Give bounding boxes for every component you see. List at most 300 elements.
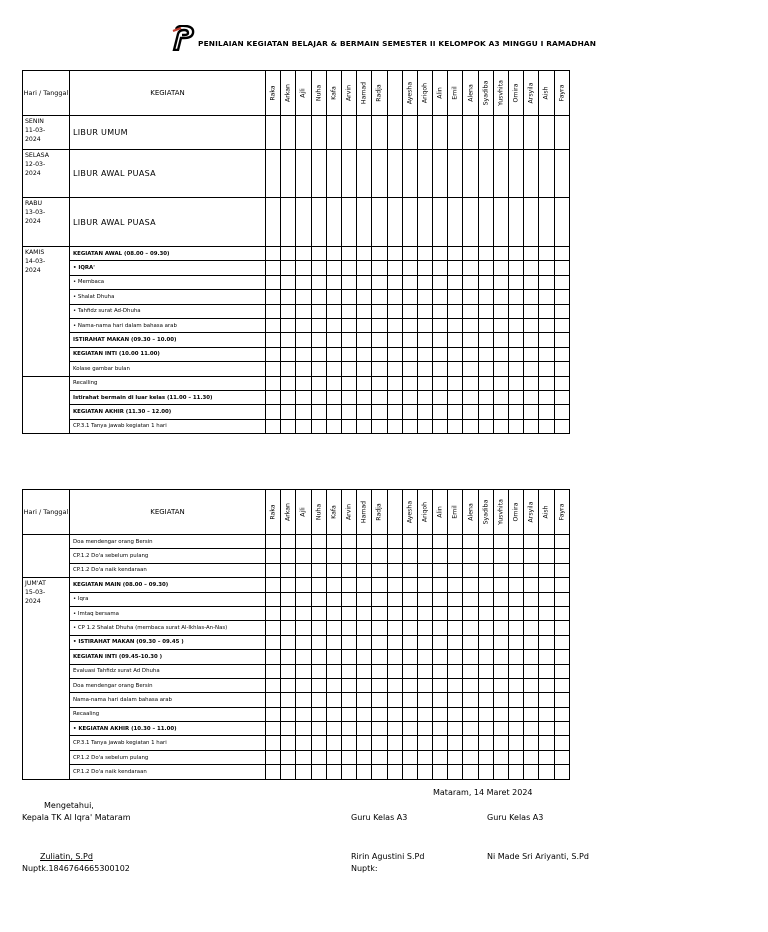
score-cell[interactable] [387, 198, 402, 247]
score-cell[interactable] [357, 664, 372, 678]
score-cell[interactable] [357, 116, 372, 150]
score-cell[interactable] [281, 592, 296, 606]
score-cell[interactable] [357, 736, 372, 750]
score-cell[interactable] [341, 275, 356, 289]
score-cell[interactable] [524, 290, 539, 304]
score-cell[interactable] [509, 678, 524, 692]
score-cell[interactable] [281, 765, 296, 779]
score-cell[interactable] [372, 707, 387, 721]
score-cell[interactable] [524, 664, 539, 678]
score-cell[interactable] [463, 678, 478, 692]
score-cell[interactable] [402, 261, 417, 275]
score-cell[interactable] [463, 405, 478, 419]
score-cell[interactable] [509, 247, 524, 261]
score-cell[interactable] [509, 664, 524, 678]
score-cell[interactable] [478, 419, 493, 433]
score-cell[interactable] [463, 347, 478, 361]
score-cell[interactable] [372, 333, 387, 347]
score-cell[interactable] [539, 362, 554, 376]
score-cell[interactable] [311, 650, 326, 664]
score-cell[interactable] [509, 765, 524, 779]
score-cell[interactable] [357, 390, 372, 404]
score-cell[interactable] [402, 635, 417, 649]
score-cell[interactable] [539, 750, 554, 764]
score-cell[interactable] [524, 736, 539, 750]
score-cell[interactable] [493, 722, 508, 736]
score-cell[interactable] [493, 347, 508, 361]
score-cell[interactable] [493, 765, 508, 779]
score-cell[interactable] [266, 535, 281, 549]
score-cell[interactable] [539, 592, 554, 606]
score-cell[interactable] [478, 405, 493, 419]
score-cell[interactable] [463, 664, 478, 678]
score-cell[interactable] [417, 736, 432, 750]
score-cell[interactable] [357, 347, 372, 361]
score-cell[interactable] [524, 592, 539, 606]
score-cell[interactable] [357, 650, 372, 664]
score-cell[interactable] [554, 390, 569, 404]
score-cell[interactable] [417, 606, 432, 620]
score-cell[interactable] [478, 678, 493, 692]
score-cell[interactable] [341, 621, 356, 635]
score-cell[interactable] [448, 621, 463, 635]
score-cell[interactable] [372, 116, 387, 150]
score-cell[interactable] [357, 621, 372, 635]
score-cell[interactable] [311, 247, 326, 261]
score-cell[interactable] [326, 247, 341, 261]
score-cell[interactable] [463, 390, 478, 404]
score-cell[interactable] [554, 198, 569, 247]
score-cell[interactable] [524, 362, 539, 376]
score-cell[interactable] [493, 198, 508, 247]
score-cell[interactable] [539, 318, 554, 332]
score-cell[interactable] [402, 150, 417, 198]
score-cell[interactable] [524, 247, 539, 261]
score-cell[interactable] [433, 116, 448, 150]
score-cell[interactable] [554, 535, 569, 549]
score-cell[interactable] [493, 261, 508, 275]
score-cell[interactable] [266, 563, 281, 577]
score-cell[interactable] [311, 405, 326, 419]
score-cell[interactable] [402, 535, 417, 549]
score-cell[interactable] [387, 247, 402, 261]
score-cell[interactable] [296, 318, 311, 332]
score-cell[interactable] [357, 635, 372, 649]
score-cell[interactable] [387, 347, 402, 361]
score-cell[interactable] [509, 275, 524, 289]
score-cell[interactable] [311, 390, 326, 404]
score-cell[interactable] [478, 592, 493, 606]
score-cell[interactable] [554, 693, 569, 707]
score-cell[interactable] [524, 678, 539, 692]
score-cell[interactable] [493, 563, 508, 577]
score-cell[interactable] [448, 390, 463, 404]
score-cell[interactable] [266, 678, 281, 692]
score-cell[interactable] [296, 347, 311, 361]
score-cell[interactable] [463, 333, 478, 347]
score-cell[interactable] [433, 419, 448, 433]
score-cell[interactable] [417, 275, 432, 289]
score-cell[interactable] [524, 722, 539, 736]
score-cell[interactable] [357, 592, 372, 606]
score-cell[interactable] [281, 750, 296, 764]
score-cell[interactable] [326, 304, 341, 318]
score-cell[interactable] [266, 750, 281, 764]
score-cell[interactable] [387, 376, 402, 390]
score-cell[interactable] [311, 261, 326, 275]
score-cell[interactable] [448, 419, 463, 433]
score-cell[interactable] [326, 275, 341, 289]
score-cell[interactable] [509, 261, 524, 275]
score-cell[interactable] [281, 650, 296, 664]
score-cell[interactable] [372, 275, 387, 289]
score-cell[interactable] [448, 707, 463, 721]
score-cell[interactable] [372, 750, 387, 764]
score-cell[interactable] [539, 347, 554, 361]
score-cell[interactable] [539, 304, 554, 318]
score-cell[interactable] [372, 578, 387, 592]
score-cell[interactable] [341, 318, 356, 332]
score-cell[interactable] [509, 549, 524, 563]
score-cell[interactable] [296, 592, 311, 606]
score-cell[interactable] [311, 275, 326, 289]
score-cell[interactable] [281, 318, 296, 332]
score-cell[interactable] [341, 304, 356, 318]
score-cell[interactable] [524, 318, 539, 332]
score-cell[interactable] [554, 621, 569, 635]
score-cell[interactable] [296, 664, 311, 678]
score-cell[interactable] [341, 247, 356, 261]
score-cell[interactable] [402, 376, 417, 390]
score-cell[interactable] [509, 419, 524, 433]
score-cell[interactable] [341, 290, 356, 304]
score-cell[interactable] [387, 419, 402, 433]
score-cell[interactable] [266, 736, 281, 750]
score-cell[interactable] [357, 606, 372, 620]
score-cell[interactable] [372, 736, 387, 750]
score-cell[interactable] [493, 390, 508, 404]
score-cell[interactable] [463, 116, 478, 150]
score-cell[interactable] [554, 664, 569, 678]
score-cell[interactable] [372, 198, 387, 247]
score-cell[interactable] [266, 765, 281, 779]
score-cell[interactable] [326, 150, 341, 198]
score-cell[interactable] [493, 736, 508, 750]
score-cell[interactable] [448, 304, 463, 318]
score-cell[interactable] [554, 722, 569, 736]
score-cell[interactable] [311, 318, 326, 332]
score-cell[interactable] [509, 592, 524, 606]
score-cell[interactable] [448, 376, 463, 390]
score-cell[interactable] [448, 578, 463, 592]
score-cell[interactable] [554, 635, 569, 649]
score-cell[interactable] [417, 650, 432, 664]
score-cell[interactable] [372, 347, 387, 361]
score-cell[interactable] [433, 376, 448, 390]
score-cell[interactable] [554, 275, 569, 289]
score-cell[interactable] [539, 707, 554, 721]
score-cell[interactable] [509, 150, 524, 198]
score-cell[interactable] [463, 304, 478, 318]
score-cell[interactable] [372, 592, 387, 606]
score-cell[interactable] [417, 290, 432, 304]
score-cell[interactable] [448, 765, 463, 779]
score-cell[interactable] [281, 333, 296, 347]
score-cell[interactable] [478, 578, 493, 592]
score-cell[interactable] [402, 290, 417, 304]
score-cell[interactable] [493, 376, 508, 390]
score-cell[interactable] [509, 722, 524, 736]
score-cell[interactable] [509, 635, 524, 649]
score-cell[interactable] [326, 678, 341, 692]
score-cell[interactable] [402, 736, 417, 750]
score-cell[interactable] [433, 693, 448, 707]
score-cell[interactable] [463, 693, 478, 707]
score-cell[interactable] [524, 578, 539, 592]
score-cell[interactable] [296, 390, 311, 404]
score-cell[interactable] [296, 678, 311, 692]
score-cell[interactable] [539, 390, 554, 404]
score-cell[interactable] [387, 318, 402, 332]
score-cell[interactable] [554, 150, 569, 198]
score-cell[interactable] [539, 150, 554, 198]
score-cell[interactable] [341, 362, 356, 376]
score-cell[interactable] [433, 390, 448, 404]
score-cell[interactable] [372, 261, 387, 275]
score-cell[interactable] [402, 347, 417, 361]
score-cell[interactable] [463, 736, 478, 750]
score-cell[interactable] [357, 198, 372, 247]
score-cell[interactable] [554, 650, 569, 664]
score-cell[interactable] [509, 116, 524, 150]
score-cell[interactable] [448, 722, 463, 736]
score-cell[interactable] [448, 592, 463, 606]
score-cell[interactable] [311, 549, 326, 563]
score-cell[interactable] [539, 549, 554, 563]
score-cell[interactable] [463, 290, 478, 304]
score-cell[interactable] [539, 678, 554, 692]
score-cell[interactable] [266, 419, 281, 433]
score-cell[interactable] [296, 290, 311, 304]
score-cell[interactable] [433, 535, 448, 549]
score-cell[interactable] [281, 635, 296, 649]
score-cell[interactable] [417, 635, 432, 649]
score-cell[interactable] [539, 261, 554, 275]
score-cell[interactable] [326, 664, 341, 678]
score-cell[interactable] [281, 116, 296, 150]
score-cell[interactable] [539, 116, 554, 150]
score-cell[interactable] [296, 650, 311, 664]
score-cell[interactable] [463, 606, 478, 620]
score-cell[interactable] [463, 535, 478, 549]
score-cell[interactable] [493, 419, 508, 433]
score-cell[interactable] [402, 333, 417, 347]
score-cell[interactable] [296, 578, 311, 592]
score-cell[interactable] [387, 765, 402, 779]
score-cell[interactable] [372, 419, 387, 433]
score-cell[interactable] [281, 198, 296, 247]
score-cell[interactable] [509, 304, 524, 318]
score-cell[interactable] [478, 707, 493, 721]
score-cell[interactable] [493, 150, 508, 198]
score-cell[interactable] [387, 563, 402, 577]
score-cell[interactable] [402, 722, 417, 736]
score-cell[interactable] [326, 318, 341, 332]
score-cell[interactable] [493, 304, 508, 318]
score-cell[interactable] [281, 549, 296, 563]
score-cell[interactable] [311, 563, 326, 577]
score-cell[interactable] [341, 549, 356, 563]
score-cell[interactable] [372, 693, 387, 707]
score-cell[interactable] [281, 664, 296, 678]
score-cell[interactable] [266, 347, 281, 361]
score-cell[interactable] [463, 247, 478, 261]
score-cell[interactable] [387, 405, 402, 419]
score-cell[interactable] [402, 750, 417, 764]
score-cell[interactable] [509, 198, 524, 247]
score-cell[interactable] [539, 693, 554, 707]
score-cell[interactable] [387, 290, 402, 304]
score-cell[interactable] [387, 606, 402, 620]
score-cell[interactable] [266, 664, 281, 678]
score-cell[interactable] [433, 198, 448, 247]
score-cell[interactable] [357, 304, 372, 318]
score-cell[interactable] [326, 198, 341, 247]
score-cell[interactable] [417, 419, 432, 433]
score-cell[interactable] [387, 592, 402, 606]
score-cell[interactable] [296, 275, 311, 289]
score-cell[interactable] [387, 261, 402, 275]
score-cell[interactable] [296, 535, 311, 549]
score-cell[interactable] [402, 275, 417, 289]
score-cell[interactable] [493, 116, 508, 150]
score-cell[interactable] [509, 290, 524, 304]
score-cell[interactable] [554, 290, 569, 304]
score-cell[interactable] [311, 304, 326, 318]
score-cell[interactable] [311, 362, 326, 376]
score-cell[interactable] [387, 116, 402, 150]
score-cell[interactable] [341, 347, 356, 361]
score-cell[interactable] [524, 116, 539, 150]
score-cell[interactable] [539, 578, 554, 592]
score-cell[interactable] [448, 750, 463, 764]
score-cell[interactable] [433, 765, 448, 779]
score-cell[interactable] [281, 405, 296, 419]
score-cell[interactable] [326, 405, 341, 419]
score-cell[interactable] [417, 376, 432, 390]
score-cell[interactable] [326, 606, 341, 620]
score-cell[interactable] [387, 635, 402, 649]
score-cell[interactable] [266, 549, 281, 563]
score-cell[interactable] [341, 650, 356, 664]
score-cell[interactable] [478, 722, 493, 736]
score-cell[interactable] [281, 247, 296, 261]
score-cell[interactable] [509, 736, 524, 750]
score-cell[interactable] [417, 750, 432, 764]
score-cell[interactable] [387, 304, 402, 318]
score-cell[interactable] [281, 275, 296, 289]
score-cell[interactable] [387, 678, 402, 692]
score-cell[interactable] [478, 736, 493, 750]
score-cell[interactable] [341, 664, 356, 678]
score-cell[interactable] [433, 722, 448, 736]
score-cell[interactable] [524, 390, 539, 404]
score-cell[interactable] [493, 405, 508, 419]
score-cell[interactable] [463, 750, 478, 764]
score-cell[interactable] [326, 578, 341, 592]
score-cell[interactable] [433, 290, 448, 304]
score-cell[interactable] [433, 578, 448, 592]
score-cell[interactable] [296, 563, 311, 577]
score-cell[interactable] [326, 592, 341, 606]
score-cell[interactable] [524, 621, 539, 635]
score-cell[interactable] [326, 261, 341, 275]
score-cell[interactable] [357, 722, 372, 736]
score-cell[interactable] [372, 405, 387, 419]
score-cell[interactable] [387, 578, 402, 592]
score-cell[interactable] [463, 650, 478, 664]
score-cell[interactable] [524, 765, 539, 779]
score-cell[interactable] [311, 693, 326, 707]
score-cell[interactable] [296, 549, 311, 563]
score-cell[interactable] [478, 563, 493, 577]
score-cell[interactable] [281, 621, 296, 635]
score-cell[interactable] [478, 650, 493, 664]
score-cell[interactable] [524, 275, 539, 289]
score-cell[interactable] [311, 419, 326, 433]
score-cell[interactable] [448, 693, 463, 707]
score-cell[interactable] [478, 275, 493, 289]
score-cell[interactable] [266, 606, 281, 620]
score-cell[interactable] [417, 693, 432, 707]
score-cell[interactable] [266, 290, 281, 304]
score-cell[interactable] [493, 549, 508, 563]
score-cell[interactable] [433, 664, 448, 678]
score-cell[interactable] [417, 150, 432, 198]
score-cell[interactable] [554, 376, 569, 390]
score-cell[interactable] [417, 198, 432, 247]
score-cell[interactable] [448, 563, 463, 577]
score-cell[interactable] [509, 606, 524, 620]
score-cell[interactable] [478, 333, 493, 347]
score-cell[interactable] [311, 592, 326, 606]
score-cell[interactable] [266, 275, 281, 289]
score-cell[interactable] [463, 318, 478, 332]
score-cell[interactable] [296, 405, 311, 419]
score-cell[interactable] [311, 535, 326, 549]
score-cell[interactable] [387, 150, 402, 198]
score-cell[interactable] [296, 635, 311, 649]
score-cell[interactable] [296, 621, 311, 635]
score-cell[interactable] [357, 535, 372, 549]
score-cell[interactable] [554, 419, 569, 433]
score-cell[interactable] [326, 549, 341, 563]
score-cell[interactable] [524, 333, 539, 347]
score-cell[interactable] [478, 390, 493, 404]
score-cell[interactable] [357, 333, 372, 347]
score-cell[interactable] [554, 765, 569, 779]
score-cell[interactable] [509, 333, 524, 347]
score-cell[interactable] [524, 405, 539, 419]
score-cell[interactable] [296, 333, 311, 347]
score-cell[interactable] [266, 333, 281, 347]
score-cell[interactable] [539, 333, 554, 347]
score-cell[interactable] [448, 549, 463, 563]
score-cell[interactable] [554, 606, 569, 620]
score-cell[interactable] [448, 247, 463, 261]
score-cell[interactable] [266, 198, 281, 247]
score-cell[interactable] [281, 304, 296, 318]
